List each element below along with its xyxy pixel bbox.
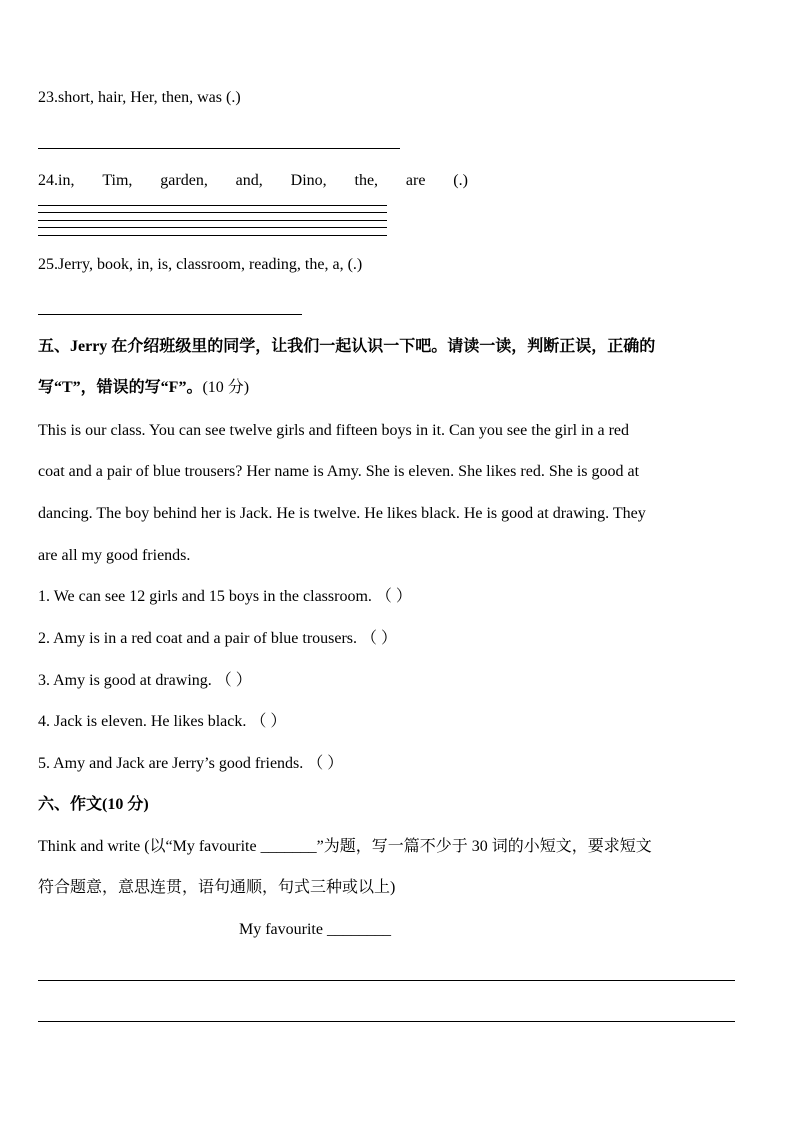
writing-line-24-3[interactable]	[38, 220, 387, 221]
writing-line-24-1[interactable]	[38, 205, 387, 206]
essay-writing-line-2[interactable]	[38, 1021, 735, 1022]
q24-word: (.)	[453, 172, 468, 189]
q24-word: 24.in,	[38, 172, 75, 189]
judgement-item-1	[38, 587, 412, 607]
section-6-heading: 六、作文(10 分)	[38, 796, 149, 813]
writing-instruction-line2: 符合题意，意思连贯，语句通顺，句式三种或以上)	[38, 879, 396, 896]
judgement-item-2	[38, 629, 397, 649]
answer-parentheses[interactable]: （ ）	[215, 672, 252, 689]
item-text: 1. We can see 12 girls and 15 boys in the classroom.	[38, 588, 372, 605]
writing-line-24-5[interactable]	[38, 235, 387, 236]
writing-instruction-line1: Think and write (以“My favourite _______”为题，写一篇不少于 30 词的小短文，要求短文	[38, 838, 652, 855]
writing-line-24-4[interactable]	[38, 227, 387, 228]
section-5-score: (10 分)	[202, 379, 250, 396]
answer-line-23[interactable]	[38, 148, 400, 149]
item-text: 3. Amy is good at drawing.	[38, 672, 212, 689]
judgement-item-4	[38, 712, 286, 732]
judgement-item-3	[38, 671, 252, 691]
q24-word: and,	[235, 172, 263, 189]
item-text: 5. Amy and Jack are Jerry’s good friends.	[38, 755, 304, 772]
answer-parentheses[interactable]: （ ）	[361, 630, 398, 647]
answer-parentheses[interactable]: （ ）	[307, 755, 344, 772]
passage-line-4: are all my good friends.	[38, 547, 191, 564]
q24-word: Dino,	[290, 172, 327, 189]
writing-line-24-2[interactable]	[38, 212, 387, 213]
question-24	[38, 171, 468, 191]
section-5-heading-instruction: 写“T”，错误的写“F”。	[38, 379, 203, 396]
passage-line-2: coat and a pair of blue trousers? Her name is Amy. She is eleven. She likes red. She is good at	[38, 463, 640, 480]
q24-word: the,	[354, 172, 379, 189]
section-5-heading-line1: 五、Jerry 在介绍班级里的同学，让我们一起认识一下吧。请读一读，判断正误，正确的	[38, 338, 656, 355]
q24-word: are	[405, 172, 426, 189]
question-23: 23.short, hair, Her, then, was (.)	[38, 89, 241, 106]
item-text: 2. Amy is in a red coat and a pair of blue trousers.	[38, 630, 358, 647]
item-text: 4. Jack is eleven. He likes black.	[38, 713, 247, 730]
passage-line-3: dancing. The boy behind her is Jack. He is twelve. He likes black. He is good at drawing. They	[38, 505, 646, 522]
judgement-item-5	[38, 754, 343, 774]
q24-word: garden,	[160, 172, 208, 189]
essay-writing-line-1[interactable]	[38, 980, 735, 981]
answer-parentheses[interactable]: （ ）	[375, 588, 412, 605]
question-25: 25.Jerry, book, in, is, classroom, reading, the, a, (.)	[38, 256, 363, 273]
section-5-heading-line2	[38, 378, 249, 398]
answer-parentheses[interactable]: （ ）	[250, 713, 287, 730]
q24-word: Tim,	[102, 172, 133, 189]
essay-title: My favourite ________	[239, 921, 391, 938]
answer-line-25[interactable]	[38, 314, 302, 315]
passage-line-1: This is our class. You can see twelve girls and fifteen boys in it. Can you see the girl in a red	[38, 422, 629, 439]
